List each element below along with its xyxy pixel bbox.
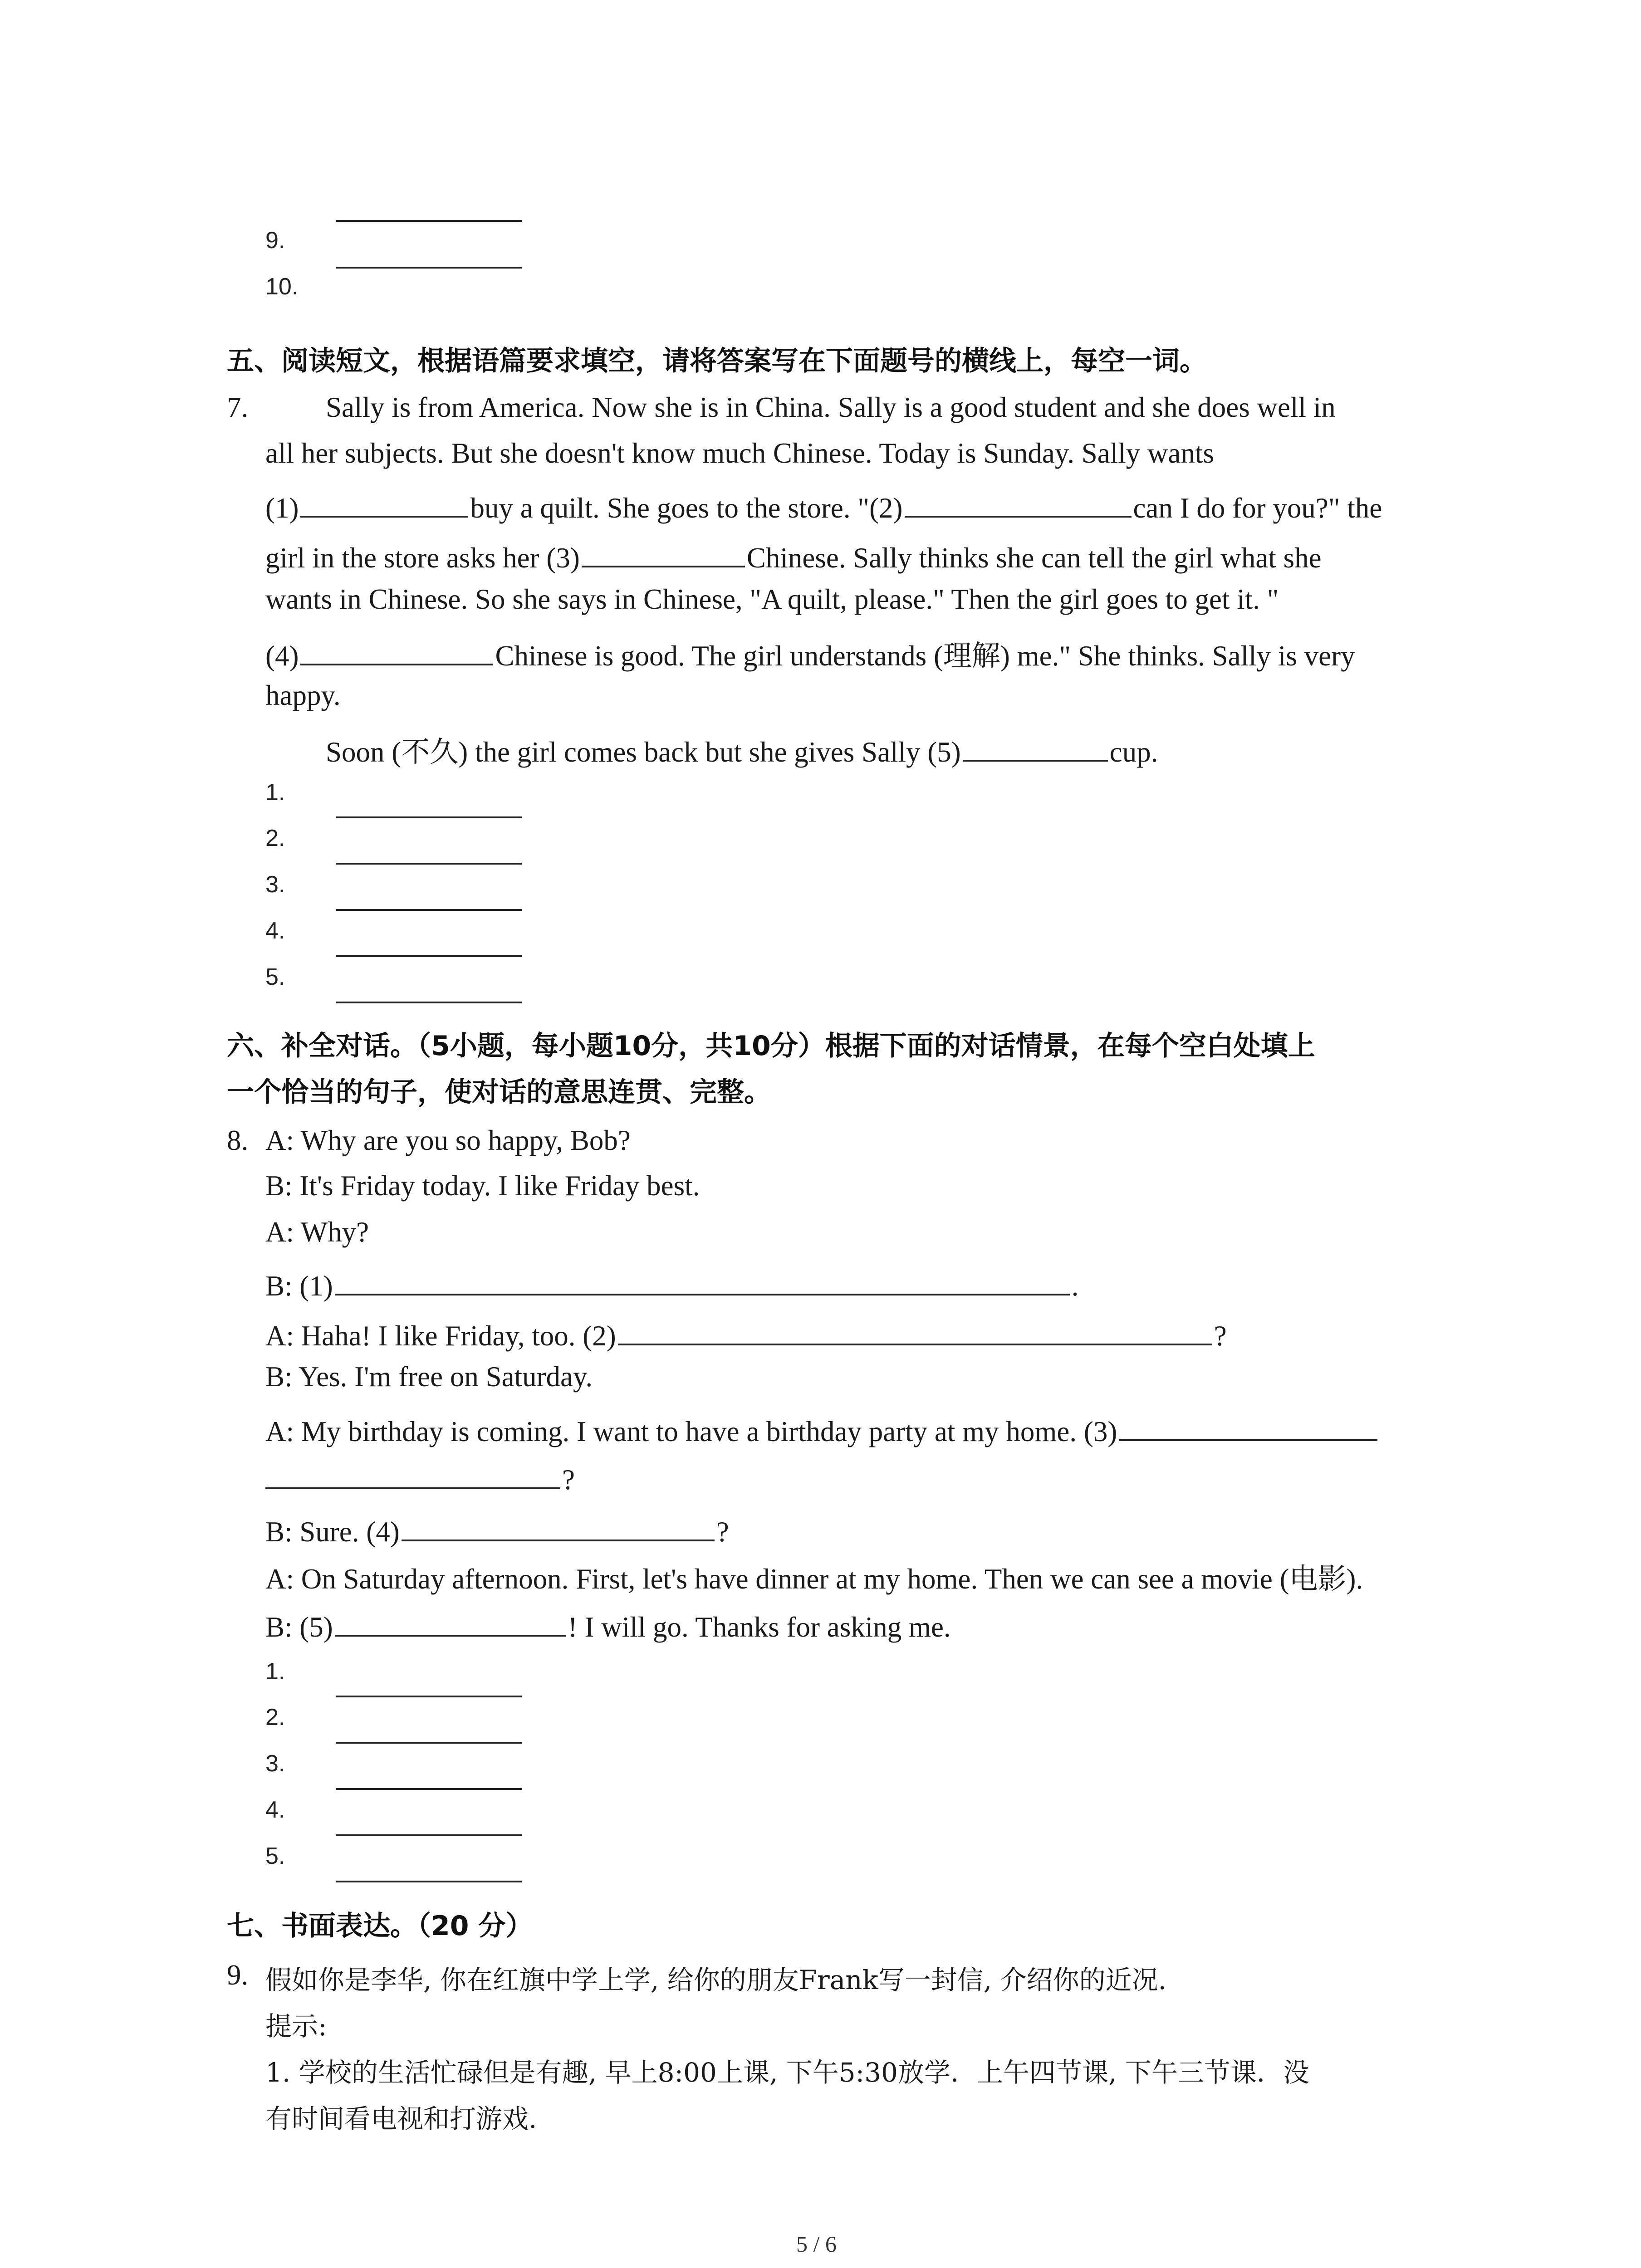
- answer-blank[interactable]: [336, 1696, 522, 1697]
- fill-blank[interactable]: [905, 487, 1132, 518]
- dialogue-line: B: Yes. I'm free on Saturday.: [265, 1361, 593, 1393]
- dialogue-line: A: Why?: [265, 1216, 369, 1248]
- passage-text: buy a quilt. She goes to the store. "(2): [470, 492, 903, 524]
- passage-text: can I do for you?" the: [1133, 492, 1382, 524]
- answer-blank[interactable]: [336, 1788, 522, 1790]
- answer-number: 2.: [265, 1704, 285, 1730]
- writing-hint-label: 提示:: [265, 2011, 327, 2042]
- dialogue-text: .: [1071, 1270, 1079, 1302]
- fill-blank[interactable]: [582, 537, 745, 567]
- answer-blank[interactable]: [336, 220, 522, 222]
- passage-text: Chinese. Sally thinks she can tell the girl what she: [746, 542, 1322, 574]
- answer-number: 1.: [265, 1658, 285, 1685]
- answer-number: 5.: [265, 964, 285, 990]
- dialogue-text: ! I will go. Thanks for asking me.: [568, 1611, 951, 1643]
- fill-blank[interactable]: [335, 1265, 1070, 1295]
- answer-number: 9.: [265, 227, 285, 254]
- section-heading: 一个恰当的句子，使对话的意思连贯、完整。: [227, 1076, 771, 1108]
- answer-blank[interactable]: [336, 267, 522, 269]
- passage-line: [326, 729, 1158, 770]
- passage-line: [265, 537, 1322, 575]
- answer-blank[interactable]: [336, 816, 522, 818]
- dialogue-text: A: Haha! I like Friday, too. (2): [265, 1320, 616, 1352]
- fill-blank[interactable]: [265, 1458, 560, 1489]
- answer-blank[interactable]: [336, 1881, 522, 1882]
- answer-blank[interactable]: [336, 863, 522, 865]
- dialogue-text: B: Sure. (4): [265, 1516, 400, 1548]
- dialogue-line: [265, 1510, 729, 1549]
- answer-number: 4.: [265, 918, 285, 944]
- dialogue-line: [265, 1410, 1379, 1448]
- passage-line: [265, 487, 1382, 525]
- dialogue-text: A: My birthday is coming. I want to have a birthday party at my home. (3): [265, 1416, 1117, 1447]
- answer-number: 3.: [265, 1750, 285, 1777]
- question-number: 7.: [227, 391, 249, 423]
- answer-number: 4.: [265, 1797, 285, 1823]
- answer-number: 5.: [265, 1843, 285, 1869]
- dialogue-line: B: It's Friday today. I like Friday best.: [265, 1170, 700, 1202]
- answer-number: 10.: [265, 274, 299, 300]
- section-heading: 七、书面表达。（20 分）: [227, 1910, 533, 1942]
- blank-label: (1): [265, 492, 299, 524]
- dialogue-line: A: On Saturday afternoon. First, let's have dinner at my home. Then we can see a movie (电影).: [265, 1563, 1363, 1595]
- fill-blank[interactable]: [300, 487, 468, 518]
- dialogue-text: B: (1): [265, 1270, 333, 1302]
- question-number: 8.: [227, 1124, 249, 1156]
- dialogue-line: [265, 1315, 1227, 1353]
- section-heading: 六、补全对话。（5小题，每小题10分，共10分）根据下面的对话情景，在每个空白处填上: [227, 1030, 1315, 1062]
- dialogue-text: ?: [562, 1464, 575, 1496]
- passage-line: Sally is from America. Now she is in China. Sally is a good student and she does well in: [326, 391, 1336, 423]
- answer-blank[interactable]: [336, 1002, 522, 1003]
- blank-label: (4): [265, 640, 299, 672]
- answer-number: 3.: [265, 871, 285, 898]
- passage-line: happy.: [265, 679, 341, 711]
- passage-line: wants in Chinese. So she says in Chinese, "A quilt, please." Then the girl goes to get it. ": [265, 583, 1279, 615]
- passage-text: cup.: [1109, 736, 1158, 768]
- section-heading: 五、阅读短文，根据语篇要求填空，请将答案写在下面题号的横线上，每空一词。: [227, 345, 1207, 377]
- fill-blank[interactable]: [963, 731, 1108, 762]
- dialogue-line: [265, 1265, 1078, 1303]
- fill-blank[interactable]: [402, 1510, 715, 1541]
- passage-text: girl in the store asks her (3): [265, 542, 580, 574]
- fill-blank[interactable]: [300, 635, 493, 665]
- question-number: 9.: [227, 1959, 249, 1991]
- writing-prompt: 假如你是李华, 你在红旗中学上学, 给你的朋友Frank写一封信, 介绍你的近况.: [265, 1965, 1167, 1995]
- passage-text: Chinese is good. The girl understands (理解) me." She thinks. Sally is very: [495, 640, 1355, 672]
- dialogue-text: B: (5): [265, 1611, 333, 1643]
- dialogue-line: [265, 1458, 575, 1496]
- answer-blank[interactable]: [336, 1834, 522, 1836]
- writing-hint: 有时间看电视和打游戏.: [265, 2103, 537, 2134]
- fill-blank[interactable]: [335, 1606, 566, 1637]
- answer-blank[interactable]: [336, 955, 522, 957]
- answer-number: 1.: [265, 779, 285, 806]
- fill-blank[interactable]: [1119, 1410, 1377, 1441]
- dialogue-text: ?: [1214, 1320, 1227, 1352]
- dialogue-line: A: Why are you so happy, Bob?: [265, 1124, 631, 1156]
- dialogue-text: ?: [716, 1516, 729, 1548]
- passage-line: [265, 633, 1355, 674]
- passage-text: Soon (不久) the girl comes back but she gives Sally (5): [326, 736, 961, 768]
- writing-hint: 1. 学校的生活忙碌但是有趣, 早上8:00上课, 下午5:30放学．上午四节课, 下午三节课．没: [265, 2057, 1309, 2088]
- answer-blank[interactable]: [336, 1742, 522, 1744]
- page-number: 5 / 6: [796, 2231, 837, 2257]
- passage-line: all her subjects. But she doesn't know much Chinese. Today is Sunday. Sally wants: [265, 437, 1214, 469]
- dialogue-line: [265, 1606, 951, 1644]
- fill-blank[interactable]: [618, 1315, 1212, 1345]
- answer-number: 2.: [265, 825, 285, 851]
- answer-blank[interactable]: [336, 909, 522, 911]
